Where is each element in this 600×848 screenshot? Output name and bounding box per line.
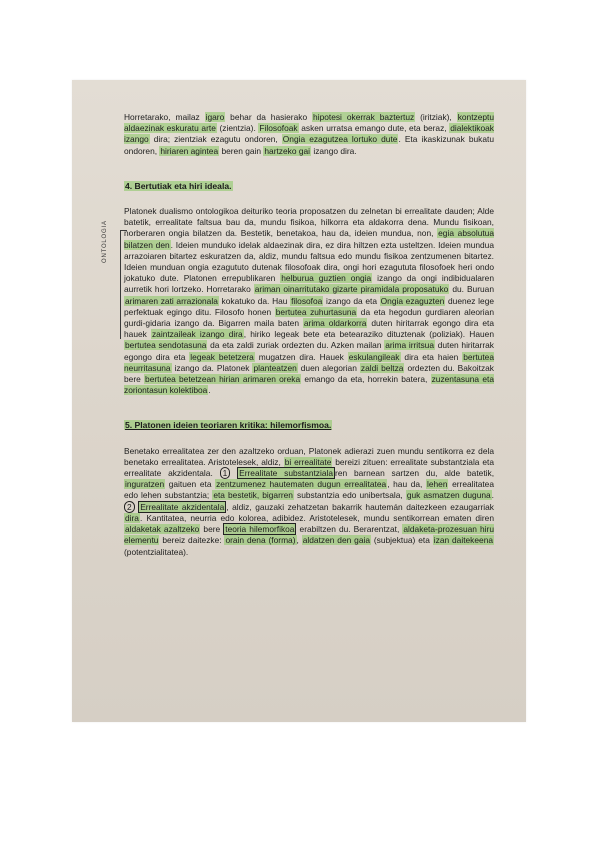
- highlight: igaro: [205, 112, 225, 122]
- highlight: dialektikoak izango: [124, 123, 494, 145]
- highlight: Ongia ezaguzten: [380, 295, 445, 306]
- document-page: [72, 80, 526, 722]
- highlight: izan daitekeena: [433, 535, 494, 546]
- highlight: zuzentasuna eta zoriontasun kolektiboa: [124, 374, 494, 396]
- margin-note-ontologia: ONTOLOGIA: [102, 220, 108, 263]
- highlight: Filosofoak: [259, 123, 298, 134]
- boxed-highlight: Errealitate substantziala: [239, 468, 334, 479]
- highlight: bertutea zuhurtasuna: [275, 306, 357, 317]
- highlight: Ongia ezagutzea lortuko dute: [282, 134, 398, 145]
- highlight: legeak betetzera: [190, 351, 254, 362]
- highlight: arimaren zati arrazionala: [125, 295, 218, 306]
- highlight: eskulangileak: [348, 351, 400, 362]
- highlight: bertutea betetzean hirian arimaren oreka: [145, 374, 301, 385]
- section-5-title-text: 5. Platonen ideien teoriaren kritika: hilemorfismoa.: [125, 420, 332, 431]
- highlight: zaintzaileak izango dira: [151, 329, 243, 340]
- document-content: [124, 112, 494, 582]
- circled-number-2: 2: [124, 501, 135, 513]
- highlight: hiriaren agintea: [160, 145, 219, 156]
- highlight: kontzeptu aldaezinak eskuratu arte: [124, 112, 495, 134]
- boxed-highlight: Errealitate akzidentala: [140, 501, 225, 512]
- highlight: arima irritsua: [385, 340, 434, 351]
- circled-number-1: 1: [220, 467, 231, 479]
- highlight: filosofoa: [291, 295, 323, 306]
- paragraph-section-5: Benetako errealitatea zer den azaltzeko orduan, Platonek adierazi zuen mundu sentikorra ez dela benetako errealitatea. Aristotelesek, aldiz, bi errealitate bereizi zituen: errealitate substantziala eta errealitate akzidentala. 1 Errealitate substantziala ren barnean sartzen du, alde batetik, inguratzen gaituen eta zentzumenez hautematen dugun errealitatea, hau da, lehen errealitatea edo lehen substantzia; eta bestetik, bigarren substantzia edo unibertsala, guk asmatzen duguna. 2 Errealitate akzidentala , aldiz, gauzaki zehatzetan bakarrik hautemán daitezkeen ezaugarriak dira. Kantitatea, neurria edo kolorea, adibidez. Aristotelesek, mundu sentikorrean ematen diren aldaketak azaltzeko bere teoria hilemorfikoa erabiltzen du. Berarentzat, aldaketa-prozesuan hiru elementu bereiz daitezke: orain dena (forma), aldatzen den gaia (subjektua) eta izan daitekeena (potentzialitatea).: [124, 445, 495, 557]
- highlight: hartzeko gai: [264, 145, 310, 156]
- highlight: orain dena (forma): [225, 535, 296, 546]
- highlight: bertutea sendotasuna: [125, 340, 207, 351]
- section-5-title: [124, 420, 494, 431]
- boxed-highlight: teoria hilemorfikoa: [225, 524, 295, 535]
- highlight: planteatzen: [253, 362, 297, 373]
- highlight: arima oldarkorra: [303, 318, 367, 329]
- highlight: bi errealitate: [284, 456, 332, 467]
- highlight: ariman oinarritutako gizarte piramidala proposatuko: [254, 284, 449, 295]
- paragraph-intro: Horretarako, mailaz igaro behar da hasierako hipotesi okerrak baztertuz (iritziak), kontzeptu aldaezinak eskuratu arte (zientzia). Filosofoak asken urratsa emango dute, eta beraz, dialektikoak izango dira; zientziak ezagutu ondoren, Ongia ezagutzea lortuko dute. Eta ikaskizunak bukatu ondoren, hiriaren agintea beren gain hartzeko gai izango dira.: [124, 112, 495, 156]
- highlight: aldaketak azaltzeko: [125, 524, 200, 535]
- highlight: guk asmatzen duguna: [406, 490, 491, 501]
- highlight: eta bestetik, bigarren: [213, 490, 293, 501]
- highlight: helburua guztien ongia: [281, 273, 372, 284]
- paragraph-section-4: Platonek dualismo ontologikoa deituriko teoria proposatzen du zelnetan bi errealitate dauden; Alde batetik, errealitate faltsua bau da, mundu fisikoa, hilkorra eta aldakorra dena. Mundu fisikoan, norberaren ongia bilatzen da. Bestetik, benetakoa, hau da, ideien mundua, non, egia absolutua bilatzen den. Ideien munduko idelak aldaezinak dira, ez dira hiltzen ezta usteltzen. Ideien mundua arrazoiaren bitartez eskuratzen da, aldiz, mundu faltsua edo mundu fisikoa zentzumenen bitartez. Ideien munduan ongia ezagututo dutenak filosofoak dira, ongi hori ezagututa filosofoek heri ondo jokatuko dute. Platonen errepublikaren helburua guztien ongia izango da ongi indibidualaren aurretik hori lortzeko. Horretarako ariman oinarritutako gizarte piramidala proposatuko du. Buruan arimaren zati arrazionala kokatuko da. Hau filosofoa izango da eta Ongia ezaguzten duenez lege perfektuak egingo ditu. Filosofo honen bertutea zuhurtasuna da eta hegodun gurdiaren aleorian gurdi-gidaria izango da. Bigarren maila baten arima oldarkorra duten hiritarrak egongo dira eta hauek zaintzaileak izango dira, hiriko legeak bete eta betearaziko dituztenak (poliziak). Hauen bertutea sendotasuna da eta zaldi zuriak ordezten du. Azken mailan arima irritsua duten hiritarrak egongo dira eta legeak betetzera mugatzen dira. Hauek eskulangileak dira eta haien bertutea neurritasuna izango da. Platonek planteatzen duen alegorian zaldi beltza ordezten du. Bakoitzak bere bertutea betetzean hirian arimaren oreka emango da eta, horrekin batera, zuzentasuna eta zoriontasun kolektiboa.: [124, 206, 495, 396]
- highlight: zentzumenez hautematen dugun errealitatea: [216, 479, 387, 490]
- highlight: dira: [125, 512, 139, 523]
- highlight: zaldi beltza: [360, 362, 404, 373]
- highlight: lehen: [426, 479, 448, 490]
- highlight: egia absolutua bilatzen den: [124, 228, 494, 250]
- highlight: hipotesi okerrak baztertuz: [313, 112, 415, 122]
- section-4-title-text: 4. Bertutiak eta hiri ideala.: [125, 180, 232, 191]
- section-4-title: [124, 181, 494, 192]
- highlight: bertutea neurritasuna: [124, 351, 494, 373]
- highlight: aldaketa-prozesuan hiru elementu: [124, 524, 494, 546]
- highlight: inguratzen: [125, 479, 165, 490]
- highlight: aldatzen den gaia: [302, 535, 370, 546]
